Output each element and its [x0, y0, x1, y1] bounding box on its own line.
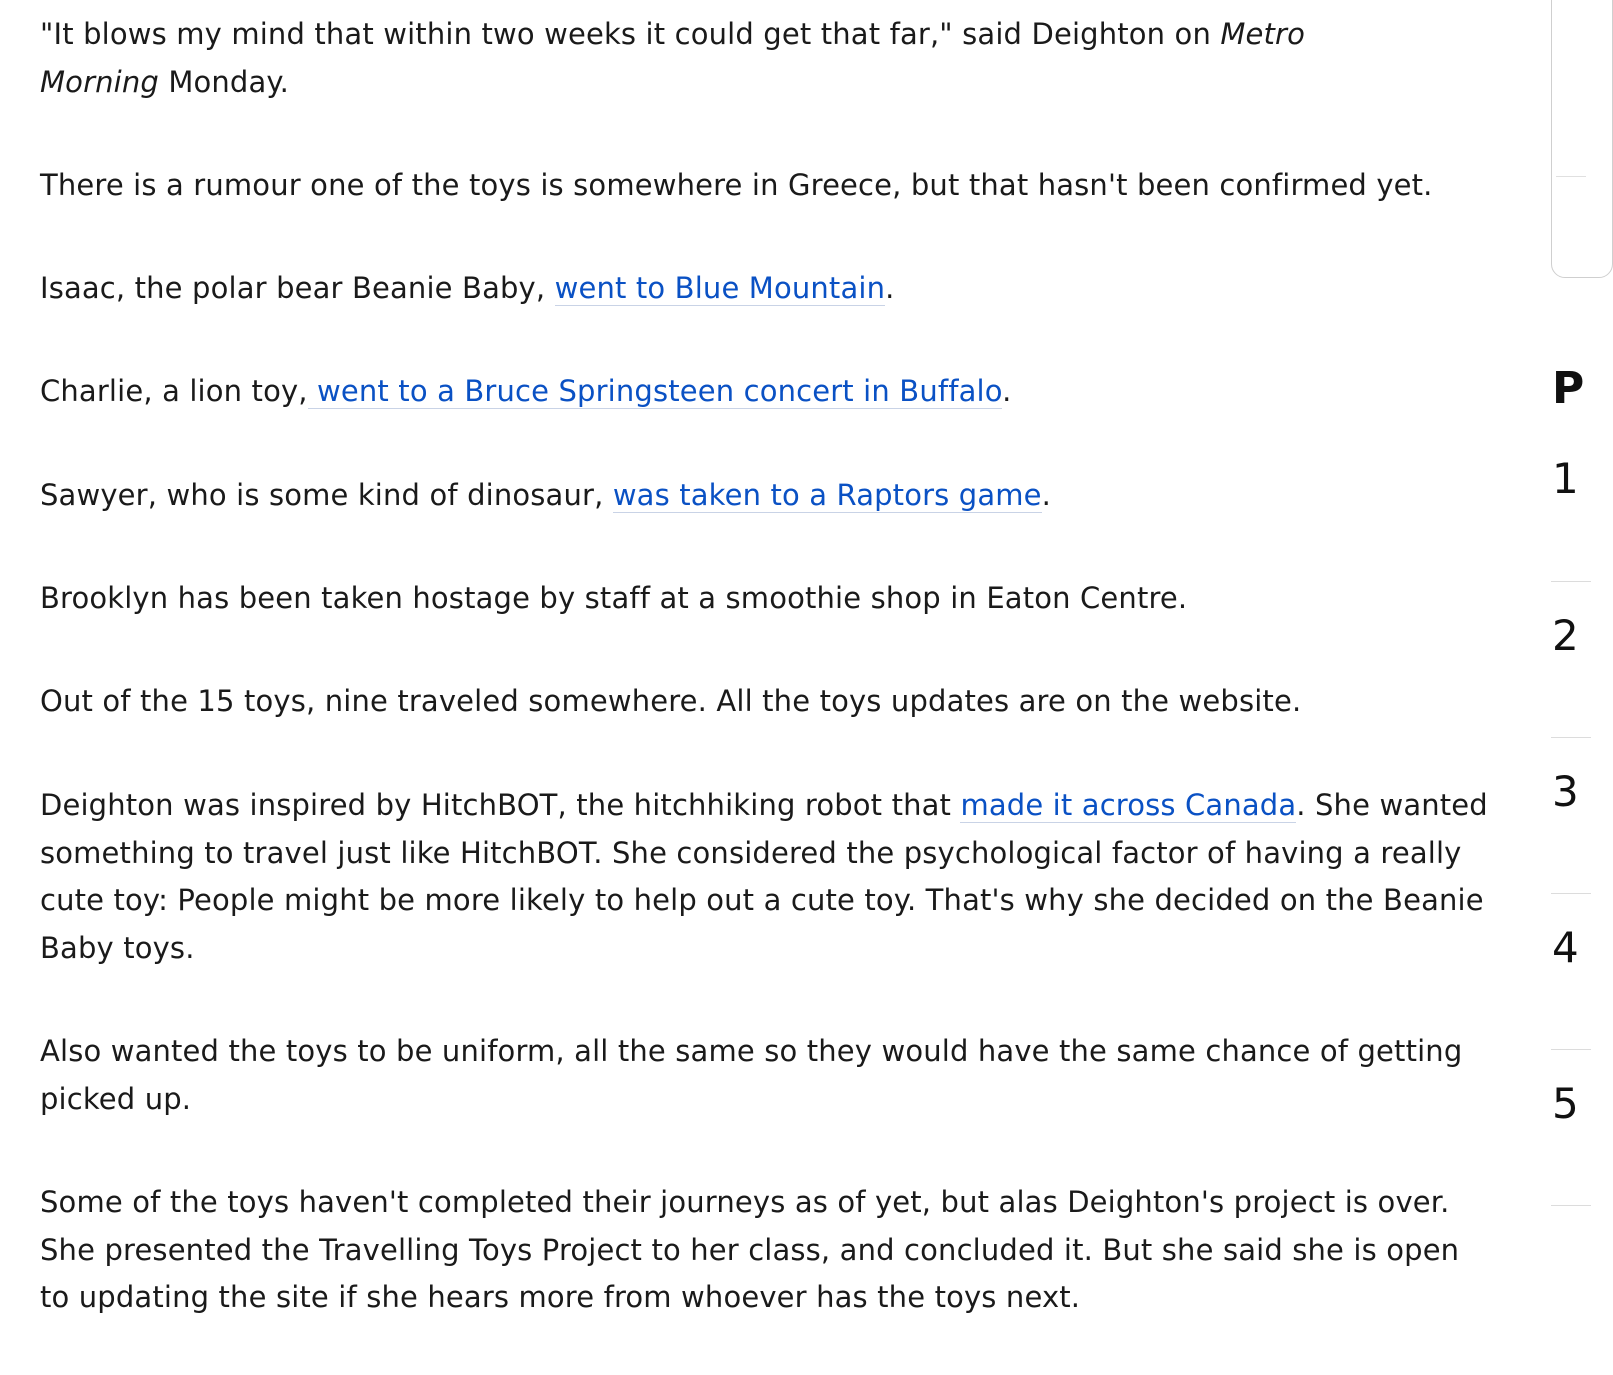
hitchbot-text-2: . She wanted [1296, 788, 1488, 822]
paragraph-hitchbot [40, 782, 1488, 972]
sidebar-rank-2[interactable]: 2 [1552, 611, 1579, 660]
paragraph-greece: There is a rumour one of the toys is somewhere in Greece, but that hasn't been confirmed yet. [40, 168, 1433, 202]
paragraph-toy-count: Out of the 15 toys, nine traveled somewhere. All the toys updates are on the website. [40, 684, 1302, 718]
sawyer-period: . [1041, 478, 1052, 512]
sidebar-divider [1551, 893, 1591, 894]
hitchbot-text-5: Baby toys. [40, 930, 195, 965]
sidebar-rank-1[interactable]: 1 [1552, 454, 1579, 503]
sidebar-heading: P [1552, 363, 1585, 414]
sawyer-text: Sawyer, who is some kind of dinosaur, [40, 478, 613, 512]
conclusion-text-1: Some of the toys haven't completed their journeys as of yet, but alas Deighton's project is over. [40, 1185, 1450, 1219]
quote-text: "It blows my mind that within two weeks it could get that far," said Deighton on [40, 17, 1221, 51]
paragraph-uniform [40, 1028, 1462, 1123]
isaac-period: . [885, 271, 895, 305]
show-name-part1: Metro [1220, 17, 1306, 51]
uniform-text-2: picked up. [40, 1081, 192, 1116]
conclusion-text-2: She presented the Travelling Toys Project to her class, and concluded it. But she said she is open [40, 1232, 1460, 1267]
sidebar-divider [1551, 1205, 1591, 1206]
sidebar-rank-4[interactable]: 4 [1552, 923, 1579, 972]
uniform-text-1: Also wanted the toys to be uniform, all the same so they would have the same chance of getting [40, 1034, 1463, 1068]
sidebar-box [1551, 0, 1613, 278]
quote-day: Monday. [158, 64, 289, 99]
paragraph-sawyer [40, 472, 1051, 520]
hitchbot-text-3: something to travel just like HitchBOT. She considered the psychological factor of having a really [40, 835, 1462, 870]
sidebar-box-divider [1556, 176, 1586, 177]
conclusion-text-3: to updating the site if she hears more from whoever has the toys next. [40, 1280, 1081, 1314]
sidebar-divider [1551, 1049, 1591, 1050]
paragraph-charlie [40, 368, 1011, 416]
paragraph-brooklyn: Brooklyn has been taken hostage by staff at a smoothie shop in Eaton Centre. [40, 581, 1188, 615]
paragraph-conclusion [40, 1179, 1459, 1322]
across-canada-link[interactable]: made it across Canada [960, 788, 1297, 822]
paragraph-quote [40, 11, 1305, 106]
sidebar-popular-list [1548, 0, 1585, 1375]
charlie-text: Charlie, a lion toy, [40, 374, 308, 408]
charlie-period: . [1002, 374, 1012, 408]
blue-mountain-link[interactable]: went to Blue Mountain [554, 271, 886, 305]
sidebar-divider [1551, 737, 1591, 738]
springsteen-concert-link[interactable]: went to a Bruce Springsteen concert in Buffalo [307, 374, 1003, 408]
isaac-text: Isaac, the polar bear Beanie Baby, [40, 271, 555, 305]
sidebar-divider [1551, 581, 1591, 582]
show-name-part2: Morning [40, 64, 159, 99]
sidebar-rank-5[interactable]: 5 [1552, 1079, 1579, 1128]
hitchbot-text-1: Deighton was inspired by HitchBOT, the hitchhiking robot that [40, 788, 961, 822]
sidebar-rank-3[interactable]: 3 [1552, 767, 1579, 816]
hitchbot-text-4: cute toy: People might be more likely to help out a cute toy. That's why she decided on the Beanie [40, 883, 1484, 917]
raptors-game-link[interactable]: was taken to a Raptors game [612, 478, 1042, 512]
paragraph-isaac [40, 265, 895, 313]
